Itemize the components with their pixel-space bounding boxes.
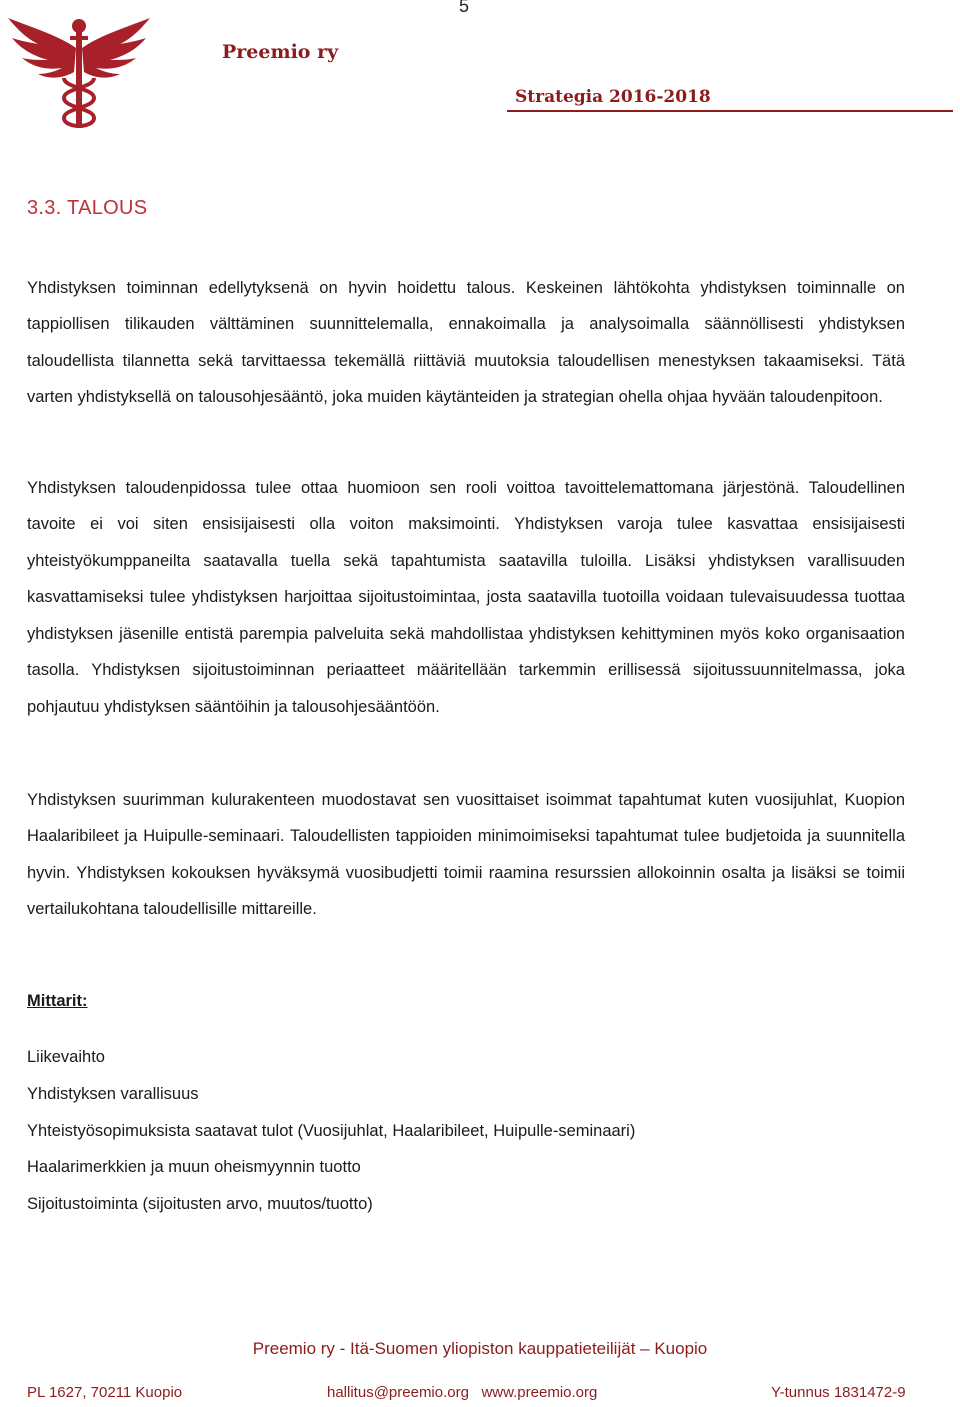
- paragraph-finance-nonprofit: Yhdistyksen taloudenpidossa tulee ottaa huomioon sen rooli voittoa tavoittelemattomana järjestönä. Taloudellinen tavoite ei voi siten ensisijaisesti olla voiton maksimointi. Yhdistyksen varoja tulee kasvattaa ensisijaisesti yhteistyökumppaneilta saatavalla tuella sekä tapahtumista saatavilla tuloilla. Lisäksi yhdistyksen varallisuuden kasvattamiseksi tulee yhdistyksen harjoittaa sijoitustoimintaa, josta saatavilla tuotoilla voidaan tulevaisuudessa tuottaa yhdistyksen jäsenille entistä parempia palveluita sekä mahdollistaa yhdistyksen kehittyminen myös koko organisaation tasolla. Yhdistyksen sijoitustoiminnan periaatteet määritellään tarkemmin erillisessä sijoitussuunnitelmassa, joka pohjautuu yhdistyksen sääntöihin ja talousohjesääntöön.: [27, 478, 905, 717]
- footer-organization: Preemio ry - Itä-Suomen yliopiston kauppatieteilijät – Kuopio: [252, 1339, 708, 1358]
- section-heading: 3.3. TALOUS: [27, 197, 148, 219]
- paragraph-finance-basis: Yhdistyksen toiminnan edellytyksenä on hyvin hoidettu talous. Keskeinen lähtökohta yhdistyksen toiminnalle on tappiollisen tilikauden välttäminen suunnittelemalla, ennakoimalla ja analysoimalla säännöllisesti yhdistyksen taloudellista tilannetta sekä tarvittaessa tekemällä riittäviä muutoksia taloudellisen menestyksen takaamiseksi. Tätä varten yhdistyksellä on talousohjesääntö, joka muiden käytänteiden ja strategian ohella ohjaa hyvään taloudenpitoon.: [27, 278, 905, 407]
- footer-address: PL 1627, 70211 Kuopio: [27, 1384, 183, 1401]
- measure-item: Haalarimerkkien ja muun oheismyynnin tuotto: [27, 1158, 361, 1177]
- paragraph-finance-costs: Yhdistyksen suurimman kulurakenteen muodostavat sen vuosittaiset isoimmat tapahtumat kuten vuosijuhlat, Kuopion Haalaribileet ja Huipulle-seminaari. Taloudellisten tappioiden minimoimiseksi tapahtumat tulee budjetoida ja suunnitella hyvin. Yhdistyksen kokouksen hyväksymä vuosibudjetti toimii raamina resurssien allokoinnin osalta ja lisäksi se toimii vertailukohtana taloudellisille mittareille.: [27, 790, 905, 919]
- footer-business-id: Y-tunnus 1831472-9: [771, 1384, 906, 1401]
- measures-title: Mittarit:: [27, 992, 88, 1010]
- organization-name: Preemio ry: [222, 41, 339, 63]
- measures-list: [27, 1039, 635, 1223]
- caduceus-logo: [4, 8, 154, 132]
- page-number: 5: [459, 0, 470, 16]
- footer-contact: hallitus@preemio.org www.preemio.org: [327, 1384, 598, 1401]
- measure-item: Yhdistyksen varallisuus: [27, 1084, 199, 1103]
- measure-item: Yhteistyösopimuksista saatavat tulot (Vuosijuhlat, Haalaribileet, Huipulle-seminaari): [27, 1121, 636, 1140]
- measure-item: Sijoitustoiminta (sijoitusten arvo, muutos/tuotto): [27, 1195, 373, 1214]
- document-subtitle: Strategia 2016-2018: [515, 87, 711, 107]
- measure-item: Liikevaihto: [27, 1048, 105, 1066]
